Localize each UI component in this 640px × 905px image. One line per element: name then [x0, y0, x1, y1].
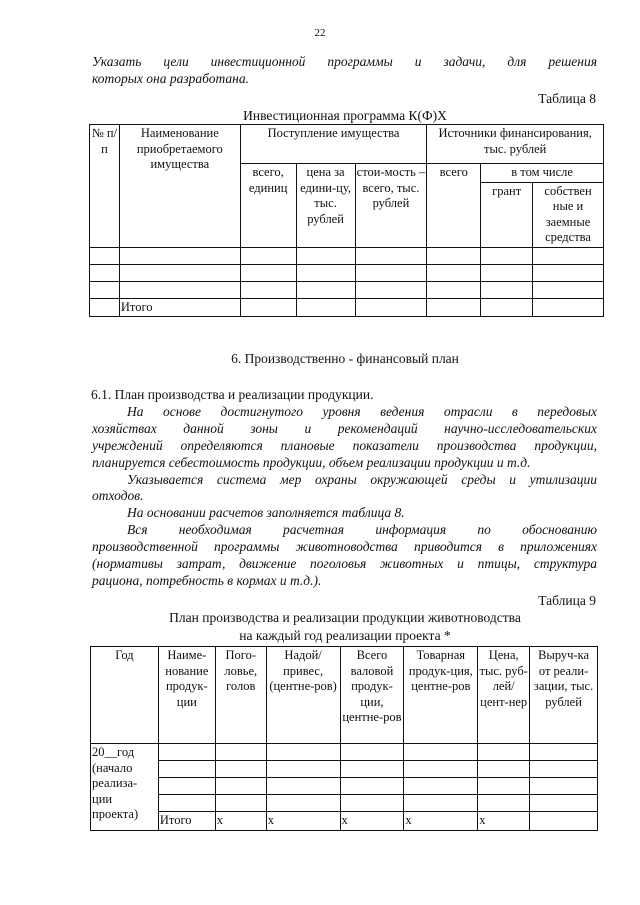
- table8: [89, 124, 604, 317]
- table8-header-receipt: Поступление имущества: [240, 125, 427, 164]
- table9-header-gross: Всего валовой продук-ции, центне-ров: [340, 647, 404, 744]
- table8-header-num: № п/п: [90, 125, 120, 248]
- table9-x-cell: х: [340, 812, 404, 831]
- table9-header-revenue: Выруч-ка от реали-зации, тыс. рублей: [530, 647, 598, 744]
- intro-line-2: которых она разработана.: [92, 71, 249, 86]
- para2-line2: отходов.: [92, 488, 144, 503]
- table8-header-cost: стои-мость – всего, тыс. рублей: [355, 164, 427, 248]
- table9-header-head: Пого-ловье, голов: [215, 647, 266, 744]
- table8-row: [90, 264, 604, 281]
- para4-line2: производственной программы животноводства приводится в приложениях: [92, 539, 597, 554]
- table9-x-cell: х: [266, 812, 340, 831]
- table8-title: Инвестиционная программа К(Ф)Х: [243, 108, 447, 123]
- table9-year-cell: 20__год (начало реализа-ции проекта): [91, 744, 159, 831]
- table8-total-label: Итого: [119, 298, 240, 317]
- table9-label: Таблица 9: [538, 593, 596, 608]
- table8-header-own: собствен ные и заемные средства: [533, 182, 604, 247]
- table8-row: [90, 281, 604, 298]
- table9-total-label: Итого: [158, 812, 215, 831]
- table9-x-cell: х: [215, 812, 266, 831]
- table9-header-name: Наиме-нование продук-ции: [158, 647, 215, 744]
- table9-total-row: [91, 812, 598, 831]
- table8-label: Таблица 8: [538, 91, 596, 106]
- table8-header-name: Наименование приобретаемого имущества: [119, 125, 240, 248]
- table8-header-total: всего: [427, 164, 481, 248]
- intro-line-1: Указать цели инвестиционной программы и задачи, для решения: [92, 54, 597, 69]
- table9: [90, 646, 598, 831]
- table8-header-sources: Источники финансирования, тыс. рублей: [427, 125, 604, 164]
- section61-heading: 6.1. План производства и реализации продукции.: [91, 387, 374, 402]
- para4-line4: рациона, потребность в кормах и т.д.).: [92, 573, 322, 588]
- table9-x-cell: х: [404, 812, 478, 831]
- table8-header-grant: грант: [481, 182, 533, 247]
- table9-header-price: Цена, тыс. руб-лей/ цент-нер: [478, 647, 530, 744]
- para1-line2: хозяйствах данной зоны и рекомендаций научно-исследовательских: [92, 421, 597, 436]
- table9-row: [91, 795, 598, 812]
- para1-line3: учреждений определяются плановые показатели производства продукции,: [92, 438, 597, 453]
- para1-line1: На основе достигнутого уровня ведения отрасли в передовых: [127, 404, 597, 419]
- table9-row: [91, 761, 598, 778]
- table8-header-price: цена за едини-цу, тыс. рублей: [296, 164, 355, 248]
- table9-title-line1: План производства и реализации продукции животноводства: [169, 610, 521, 625]
- table9-x-cell: х: [478, 812, 530, 831]
- table8-header-incl: в том числе: [481, 164, 604, 183]
- table8-header-total-units: всего, единиц: [240, 164, 296, 248]
- table9-header-year: Год: [91, 647, 159, 744]
- table8-row: [90, 247, 604, 264]
- table9-title-line2: на каждый год реализации проекта *: [239, 628, 451, 643]
- table8-total-row: [90, 298, 604, 317]
- table9-header-market: Товарная продук-ция, центне-ров: [404, 647, 478, 744]
- para3: На основании расчетов заполняется таблица 8.: [127, 505, 405, 520]
- table9-header-yield: Надой/ привес, (центне-ров): [266, 647, 340, 744]
- section6-heading: 6. Производственно - финансовый план: [231, 351, 459, 366]
- table9-row: [91, 744, 598, 761]
- para4-line1: Вся необходимая расчетная информация по обоснованию: [127, 522, 597, 537]
- para2-line1: Указывается система мер охраны окружающей среды и утилизации: [127, 472, 597, 487]
- page-number: 22: [314, 27, 326, 39]
- table9-row: [91, 778, 598, 795]
- para4-line3: (нормативы затрат, движение поголовья животных и птицы, структура: [92, 556, 597, 571]
- para1-line4: планируется себестоимость продукции, объем реализации продукции и т.д.: [92, 455, 531, 470]
